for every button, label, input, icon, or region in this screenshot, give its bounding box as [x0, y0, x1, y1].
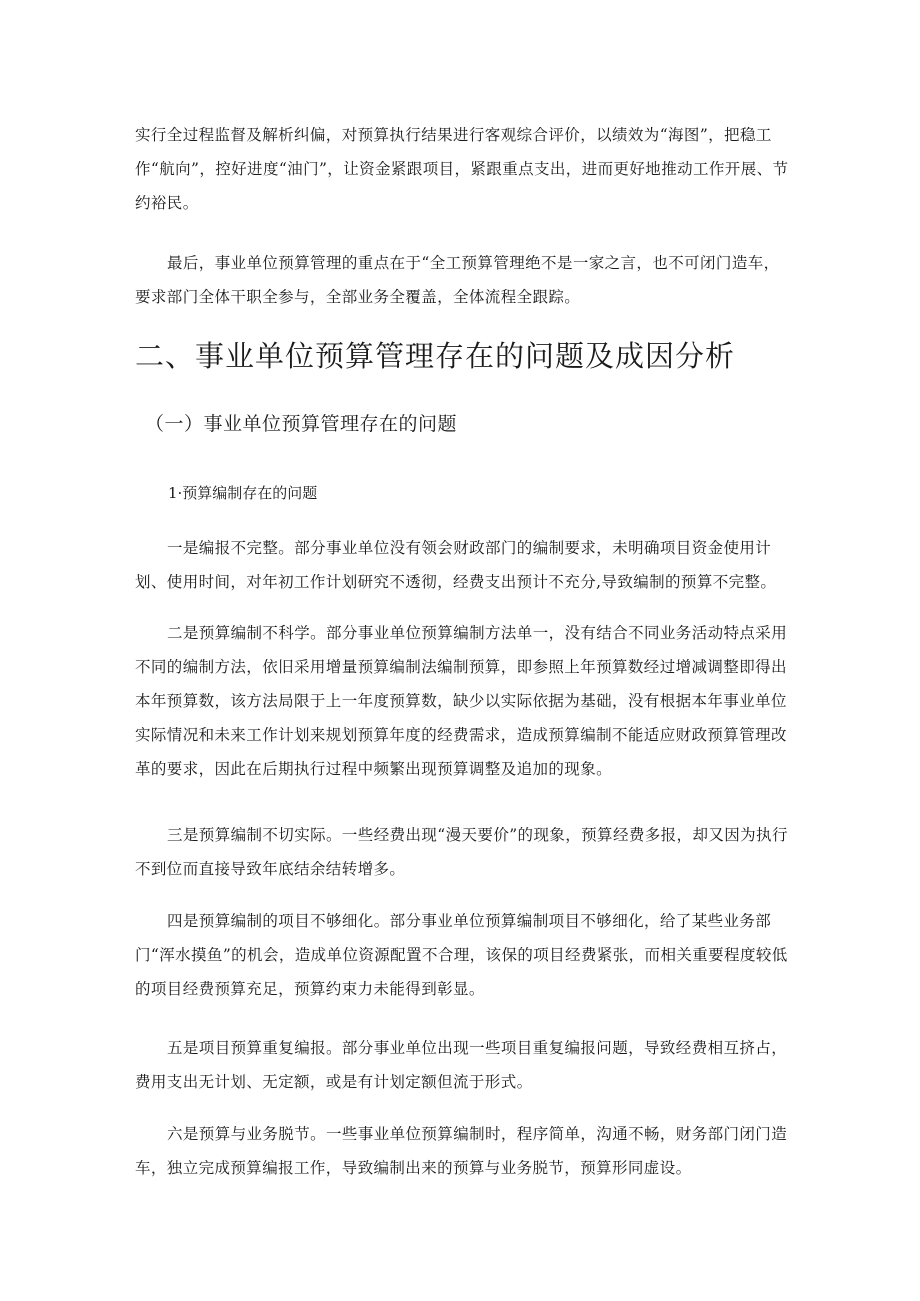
item-heading-1: 1·预算编制存在的问题	[168, 484, 318, 502]
paragraph-intro-continuation: 实行全过程监督及解析纠偏，对预算执行结果进行客观综合评价，以绩效为“海图”，把稳工作“航向”，控好进度“油门”，让资金紧跟项目，紧跟重点支出，进而更好地推动工作开展、节约裕民。	[135, 126, 789, 212]
paragraph-problem-1: 一是编报不完整。部分事业单位没有领会财政部门的编制要求，未明确项目资金使用计划、使用时间，对年初工作计划研究不透彻，经费支出预计不充分,导致编制的预算不完整。	[135, 539, 777, 591]
paragraph-problem-4: 四是预算编制的项目不够细化。部分事业单位预算编制项目不够细化，给了某些业务部门“浑水摸鱼”的机会，造成单位资源配置不合理，该保的项目经费紧张，而相关重要程度较低的项目经费预算充足，预算约束力未能得到彰显。	[135, 912, 788, 998]
paragraph-problem-5: 五是项目预算重复编报。部分事业单位出现一些项目重复编报问题，导致经费相互挤占，费用支出无计划、无定额，或是有计划定额但流于形式。	[135, 1039, 788, 1091]
paragraph-problem-2: 二是预算编制不科学。部分事业单位预算编制方法单一，没有结合不同业务活动特点采用不同的编制方法，依旧采用增量预算编制法编制预算，即参照上年预算数经过增减调整即得出本年预算数，该方法局限于上一年度预算数，缺少以实际依据为基础，没有根据本年事业单位实际情况和未来工作计划来规划预算年度的经费需求，造成预算编制不能适应财政预算管理改革的要求，因此在后期执行过程中频繁出现预算调整及追加的现象。	[135, 624, 788, 778]
section-heading-2: 二、事业单位预算管理存在的问题及成因分析	[135, 339, 736, 373]
paragraph-finally: 最后，事业单位预算管理的重点在于“全工预算管理绝不是一家之言，也不可闭门造车，要求部门全体干职全参与，全部业务全覆盖，全体流程全跟踪。	[135, 254, 780, 306]
paragraph-problem-3: 三是预算编制不切实际。一些经费出现“漫天要价”的现象，预算经费多报，却又因为执行不到位而直接导致年底结余结转增多。	[135, 826, 788, 878]
paragraph-problem-6: 六是预算与业务脱节。一些事业单位预算编制时，程序简单，沟通不畅，财务部门闭门造车，独立完成预算编报工作，导致编制出来的预算与业务脱节，预算形同虚设。	[135, 1125, 788, 1177]
subsection-heading-1: （一）事业单位预算管理存在的问题	[145, 413, 458, 435]
